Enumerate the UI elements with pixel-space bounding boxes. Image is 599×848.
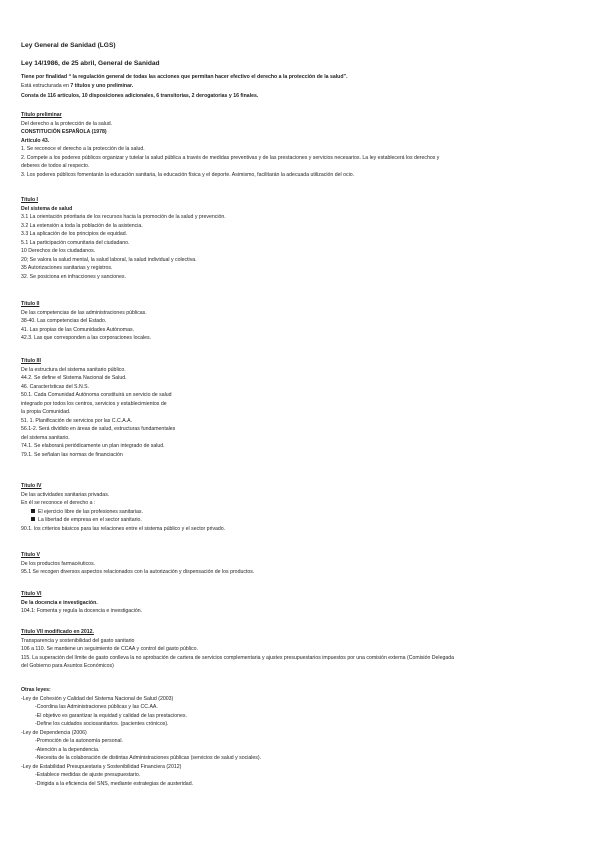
- text-line: 3.1 La orientación prioritaria de los recursos hacia la promoción de la salud y prevención.: [21, 214, 226, 220]
- text-line: CONSTITUCIÓN ESPAÑOLA (1978): [21, 129, 107, 135]
- section-title: Título V: [21, 552, 41, 558]
- text-line: Del derecho a la protección de la salud.: [21, 120, 113, 127]
- text-line: 2. Compete a los poderes públicos organizar y tutelar la salud pública a través de medidas preventivas y de las prestaciones y servicios necesarios. La ley establecerá los derechos y: [21, 154, 440, 161]
- section-titulo-7: [21, 628, 581, 671]
- section-titulo-preliminar: [21, 111, 581, 179]
- text-line: 79.1. Se señalan las normas de financiación: [21, 451, 123, 458]
- text-line: En él se reconoce el derecho a :: [21, 500, 96, 506]
- section-title: Título IV: [21, 483, 42, 489]
- intro-line-1: Tiene por finalidad “ la regulación general de todas las acciones que permitan hacer efectivo el derecho a la protección de la salud”.: [21, 74, 348, 80]
- bullet-item: La libertad de empresa en el sector sanitario.: [21, 516, 581, 525]
- text-line: la propia Comunidad.: [21, 409, 71, 415]
- text-line: 5.1 La participación comunitaria del ciudadano.: [21, 239, 130, 246]
- text-line: 106 a 110. Se mantiene un seguimiento de CCAA y control del gasto público.: [21, 646, 198, 652]
- text-line: Artículo 43.: [21, 137, 50, 144]
- section-titulo-6: [21, 590, 581, 616]
- section-title: Título VII modificado en 2012.: [21, 629, 94, 635]
- section-subtitle: De la docencia e investigación.: [21, 599, 98, 606]
- law-item: -Promoción de la autonomía personal.: [35, 738, 123, 744]
- section-titulo-5: [21, 551, 581, 577]
- law-heading: Ley 14/1986, de 25 abril, General de Sanidad: [21, 60, 160, 67]
- text-line: De las actividades sanitarias privadas.: [21, 491, 110, 498]
- law-item: -Atención a la dependencia.: [35, 746, 100, 753]
- law-name: -Ley de Dependencia (2006): [21, 729, 87, 736]
- intro-block: [21, 73, 348, 101]
- text-line: 95.1 Se recogen diversos aspectos relacionados con la autorización y dispensación de los productos.: [21, 569, 255, 575]
- text-line: 3. Los poderes públicos fomentarán la educación sanitaria, la educación física y el deporte. Asimismo, facilitarán la adecuada utilización del ocio.: [21, 171, 355, 178]
- law-item: -Define los cuidados sociosanitarios. (pacientes crónicos).: [35, 721, 169, 727]
- section-titulo-3: [21, 357, 581, 459]
- text-line: 50.1. Cada Comunidad Autónoma constituirá un servicio de salud: [21, 392, 172, 398]
- text-line: del sistema sanitario.: [21, 434, 70, 441]
- text-line: 38-40. Las competencias del Estado.: [21, 318, 107, 324]
- section-titulo-4: [21, 482, 581, 533]
- text-line: deberes de todos al respecto.: [21, 163, 90, 169]
- text-line: 42.3. Las que corresponden a las corporaciones locales.: [21, 335, 152, 341]
- law-item: -Coordina las Administraciones públicas y las CC.AA.: [35, 704, 158, 710]
- document-title: Ley General de Sanidad (LGS): [21, 42, 116, 49]
- square-bullet-icon: [31, 517, 35, 521]
- text-line: 41. Las propias de las Comunidades Autónomas.: [21, 326, 135, 333]
- law-item: -Establece medidas de ajuste presupuestario.: [35, 772, 141, 778]
- text-line: 35 Autorizaciones sanitarias y registros.: [21, 265, 113, 271]
- law-item: -Dirigida a la eficiencia del SNS, mediante estrategias de austeridad.: [35, 780, 194, 787]
- section-title: Título II: [21, 301, 40, 307]
- section-titulo-1: [21, 196, 581, 281]
- section-subtitle: Del sistema de salud: [21, 205, 73, 212]
- text-line: 115. La superación del límite de gasto conlleva la no aprobación de cartera de servicios complementaria y ajustes presupuestarios impuestos por una comisión externa (Comisión Delegada: [21, 654, 455, 661]
- text-line: Transparencia y sostenibilidad del gasto sanitario: [21, 637, 135, 644]
- section-title: Título VI: [21, 591, 42, 597]
- text-line: 46. Características del S.N.S.: [21, 383, 90, 390]
- text-line: 3.2 La extensión a toda la población de la asistencia.: [21, 222, 143, 229]
- intro-line-2: Está estructurada en 7 títulos y uno preliminar.: [21, 83, 134, 90]
- text-line: De las competencias de las administraciones públicas.: [21, 309, 147, 316]
- text-line: 56.1-2. Será dividido en áreas de salud, estructuras fundamentales: [21, 426, 176, 432]
- law-item: -El objetivo es garantizar la equidad y calidad de las prestaciones.: [35, 712, 187, 719]
- text-line: 51. 1. Planificación de servicios por las C.C.A.A.: [21, 417, 133, 424]
- text-line: 1. Se reconoce el derecho a la protección de la salud.: [21, 146, 145, 152]
- text-line: 32. Se posiciona en infracciones y sanciones.: [21, 273, 126, 280]
- section-title: Otras leyes:: [21, 687, 51, 693]
- text-line: 74.1. Se elaborará periódicamente un plan integrado de salud.: [21, 443, 165, 449]
- intro-line-3: Consta de 116 artículos, 10 disposiciones adicionales, 6 transitorias, 2 derogatorias y 16 finales.: [21, 92, 259, 99]
- section-otras-leyes: [21, 686, 581, 788]
- bullet-item: El ejercicio libre de las profesiones sanitarias.: [21, 508, 581, 517]
- text-line: De la estructura del sistema sanitario público.: [21, 366, 126, 373]
- text-line: 20; Se valora la salud mental, la salud laboral, la salud individual y colectiva.: [21, 256, 197, 263]
- section-title: Título III: [21, 358, 41, 364]
- text-line: 90.1. los criterios básicos para las relaciones entre el sistema público y el sector privado.: [21, 525, 226, 532]
- section-titulo-2: [21, 300, 581, 343]
- text-line: De los productos farmacéuticos.: [21, 560, 96, 567]
- law-name: -Ley de Estabilidad Presupuestaria y Sostenibilidad Financiera (2012): [21, 763, 182, 770]
- square-bullet-icon: [31, 509, 35, 513]
- text-line: 3.3 La aplicación de los principios de equidad.: [21, 231, 128, 237]
- text-line: 10 Derechos de los ciudadanos.: [21, 248, 96, 254]
- law-item: -Necesita de la colaboración de distintas Administraciones públicas (servicios de salud y sociales).: [35, 755, 262, 761]
- section-title: Título I: [21, 197, 38, 203]
- text-line: del Gobierno para Asuntos Económicos): [21, 663, 114, 669]
- text-line: 104.1: Fomenta y regula la docencia e investigación.: [21, 608, 143, 614]
- section-title: Título preliminar: [21, 112, 62, 118]
- text-line: integrado por todos los centros, servicios y establecimientos de: [21, 400, 167, 407]
- law-name: -Ley de Cohesión y Calidad del Sistema Nacional de Salud (2003): [21, 695, 174, 702]
- text-line: 44.2. Se define el Sistema Nacional de Salud.: [21, 375, 127, 381]
